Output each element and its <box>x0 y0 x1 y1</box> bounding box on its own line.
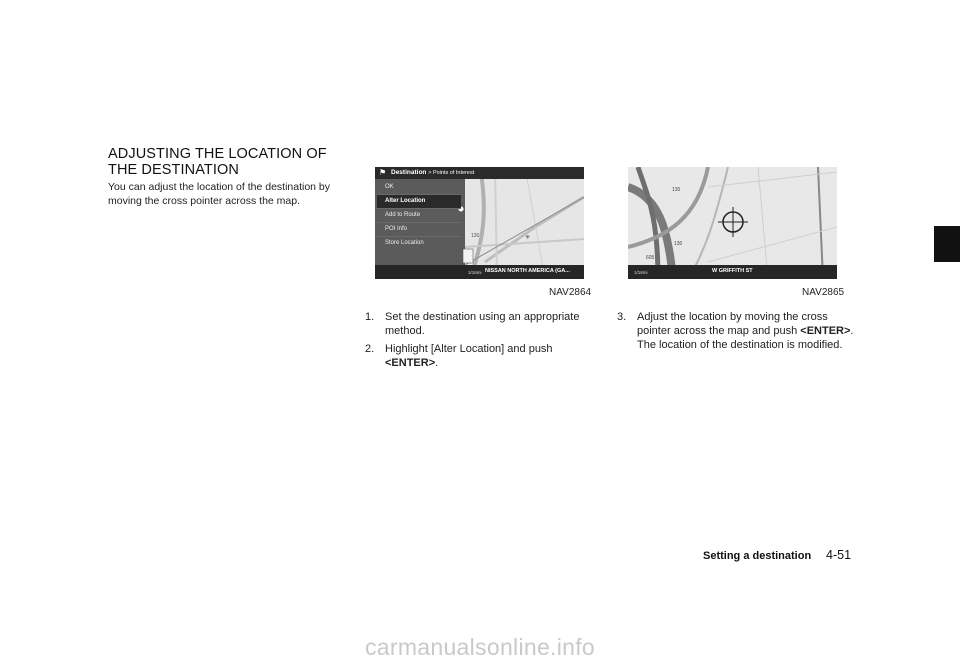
map-scale: 1/16mi <box>634 270 648 275</box>
section-heading: ADJUSTING THE LOCATION OF THE DESTINATION <box>108 146 327 178</box>
svg-text:605: 605 <box>646 255 655 261</box>
cross-pointer-icon[interactable] <box>718 207 748 237</box>
section-intro: You can adjust the location of the destination by moving the cross pointer across the map. <box>108 181 331 207</box>
menu-item-poi-info[interactable]: POI Info <box>377 223 461 237</box>
step-number: 1. <box>365 311 375 323</box>
svg-text:130: 130 <box>674 241 683 247</box>
step-note: The location of the destination is modified. <box>637 339 843 351</box>
menu-item-store-location[interactable]: Store Location <box>385 240 424 246</box>
step-number: 2. <box>365 343 375 355</box>
enter-key-label: <ENTER> <box>800 325 851 337</box>
breadcrumb-points-of-interest: > Points of Interest <box>428 170 475 176</box>
breadcrumb-destination: Destination <box>391 169 427 176</box>
location-label: NISSAN NORTH AMERICA (GA... <box>485 268 570 274</box>
figure-alter-location-map <box>628 167 837 279</box>
step-text: Adjust the location by moving the cross pointer across the map and push <box>637 311 828 337</box>
step-number: 3. <box>617 311 627 323</box>
steps-middle <box>365 310 605 374</box>
svg-text:130: 130 <box>471 233 480 239</box>
menu-item-alter-location[interactable]: Alter Location <box>377 195 461 209</box>
step-3 <box>617 310 857 352</box>
figure-caption-2: NAV2865 <box>802 287 845 298</box>
svg-text:✳: ✳ <box>525 234 531 241</box>
menu-item-add-to-route[interactable]: Add to Route <box>377 209 461 223</box>
steps-right <box>617 310 857 356</box>
enter-key-label: <ENTER> <box>385 357 436 369</box>
step-punctuation: . <box>850 325 854 337</box>
section-tab-marker <box>934 226 960 262</box>
flag-icon: ⚑ <box>379 168 387 177</box>
page-number: 4-51 <box>826 548 852 562</box>
watermark: carmanualsonline.info <box>364 634 596 660</box>
street-label: W GRIFFITH ST <box>712 268 753 274</box>
menu-item-ok[interactable]: OK <box>377 181 461 195</box>
breadcrumb <box>391 169 474 176</box>
step-1 <box>365 310 605 338</box>
step-punctuation: . <box>435 357 439 369</box>
map-scale: 1/16mi <box>468 270 482 275</box>
footer-section-title: Setting a destination <box>703 550 812 562</box>
figure-points-of-interest <box>375 167 584 279</box>
svg-text:130: 130 <box>672 187 681 193</box>
step-2 <box>365 342 605 370</box>
step-text: Set the destination using an appropriate method. <box>385 311 580 337</box>
figure-caption-1: NAV2864 <box>549 287 592 298</box>
menu-list <box>377 181 461 250</box>
step-text: Highlight [Alter Location] and push <box>385 343 553 355</box>
